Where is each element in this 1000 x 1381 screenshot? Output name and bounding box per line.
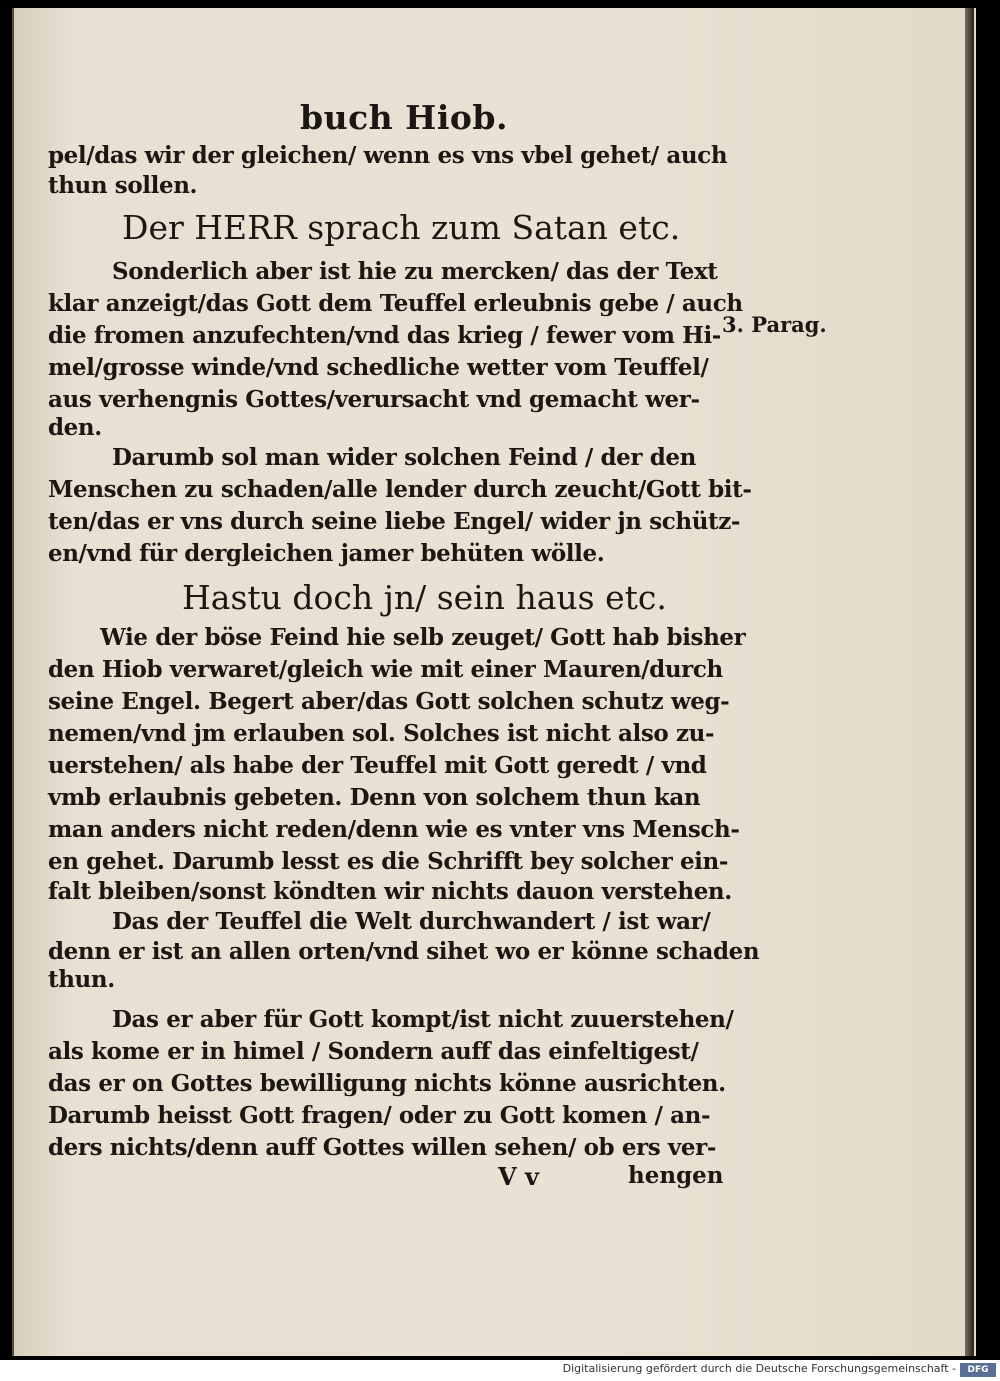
text-line: Menschen zu schaden/alle lender durch zeucht/Gott bit- [48,476,752,503]
text-line: vmb erlaubnis gebeten. Denn von solchem thun kan [48,784,701,811]
signature-mark: V v [498,1162,539,1191]
text-line: Wie der böse Feind hie selb zeuget/ Gott hab bisher [100,624,746,651]
text-line: seine Engel. Begert aber/das Gott solchen schutz weg- [48,688,730,715]
text-line: en/vnd für dergleichen jamer behüten wölle. [48,540,605,567]
dfg-logo-icon: DFG [960,1363,996,1377]
text-line: en gehet. Darumb lesst es die Schrifft bey solcher ein- [48,848,728,875]
text-line: die fromen anzufechten/vnd das krieg / fewer vom Hi- [48,322,721,349]
text-line: pel/das wir der gleichen/ wenn es vns vbel gehet/ auch [48,142,728,169]
text-line: nemen/vnd jm erlauben sol. Solches ist nicht also zu- [48,720,715,747]
text-line: Sonderlich aber ist hie zu mercken/ das der Text [112,258,718,285]
footer-credit: Digitalisierung gefördert durch die Deutsche Forschungsgemeinschaft - [562,1362,956,1375]
text-line: als kome er in himel / Sondern auff das einfeltigest/ [48,1038,699,1065]
text-line: Darumb heisst Gott fragen/ oder zu Gott komen / an- [48,1102,711,1129]
text-line: klar anzeigt/das Gott dem Teuffel erleubnis gebe / auch [48,290,743,317]
text-line: den Hiob verwaret/gleich wie mit einer Mauren/durch [48,656,723,683]
section-heading: Hastu doch jn/ sein haus etc. [182,578,667,617]
text-line: mel/grosse winde/vnd schedliche wetter vom Teuffel/ [48,354,709,381]
text-line: thun. [48,966,115,993]
text-line: uerstehen/ als habe der Teuffel mit Gott geredt / vnd [48,752,707,779]
running-head: buch Hiob. [300,98,508,137]
text-line: falt bleiben/sonst köndten wir nichts dauon verstehen. [48,878,732,905]
page-edge-shadow [965,8,974,1356]
margin-note: 3. Parag. [722,312,827,337]
text-line: thun sollen. [48,172,198,199]
text-line: ders nichts/denn auff Gottes willen sehen/ ob ers ver- [48,1134,716,1161]
text-line: das er on Gottes bewilligung nichts könne ausrichten. [48,1070,726,1097]
text-line: Das er aber für Gott kompt/ist nicht zuuerstehen/ [112,1006,734,1033]
text-line: aus verhengnis Gottes/verursacht vnd gemacht wer- [48,386,700,413]
text-line: Darumb sol man wider solchen Feind / der den [112,444,696,471]
section-heading: Der HERR sprach zum Satan etc. [122,208,681,247]
text-line: denn er ist an allen orten/vnd sihet wo er könne schaden [48,938,760,965]
text-line: Das der Teuffel die Welt durchwandert / ist war/ [112,908,711,935]
text-line: den. [48,414,102,441]
catchword: hengen [628,1162,724,1189]
text-line: man anders nicht reden/denn wie es vnter vns Mensch- [48,816,740,843]
text-line: ten/das er vns durch seine liebe Engel/ wider jn schütz- [48,508,741,535]
